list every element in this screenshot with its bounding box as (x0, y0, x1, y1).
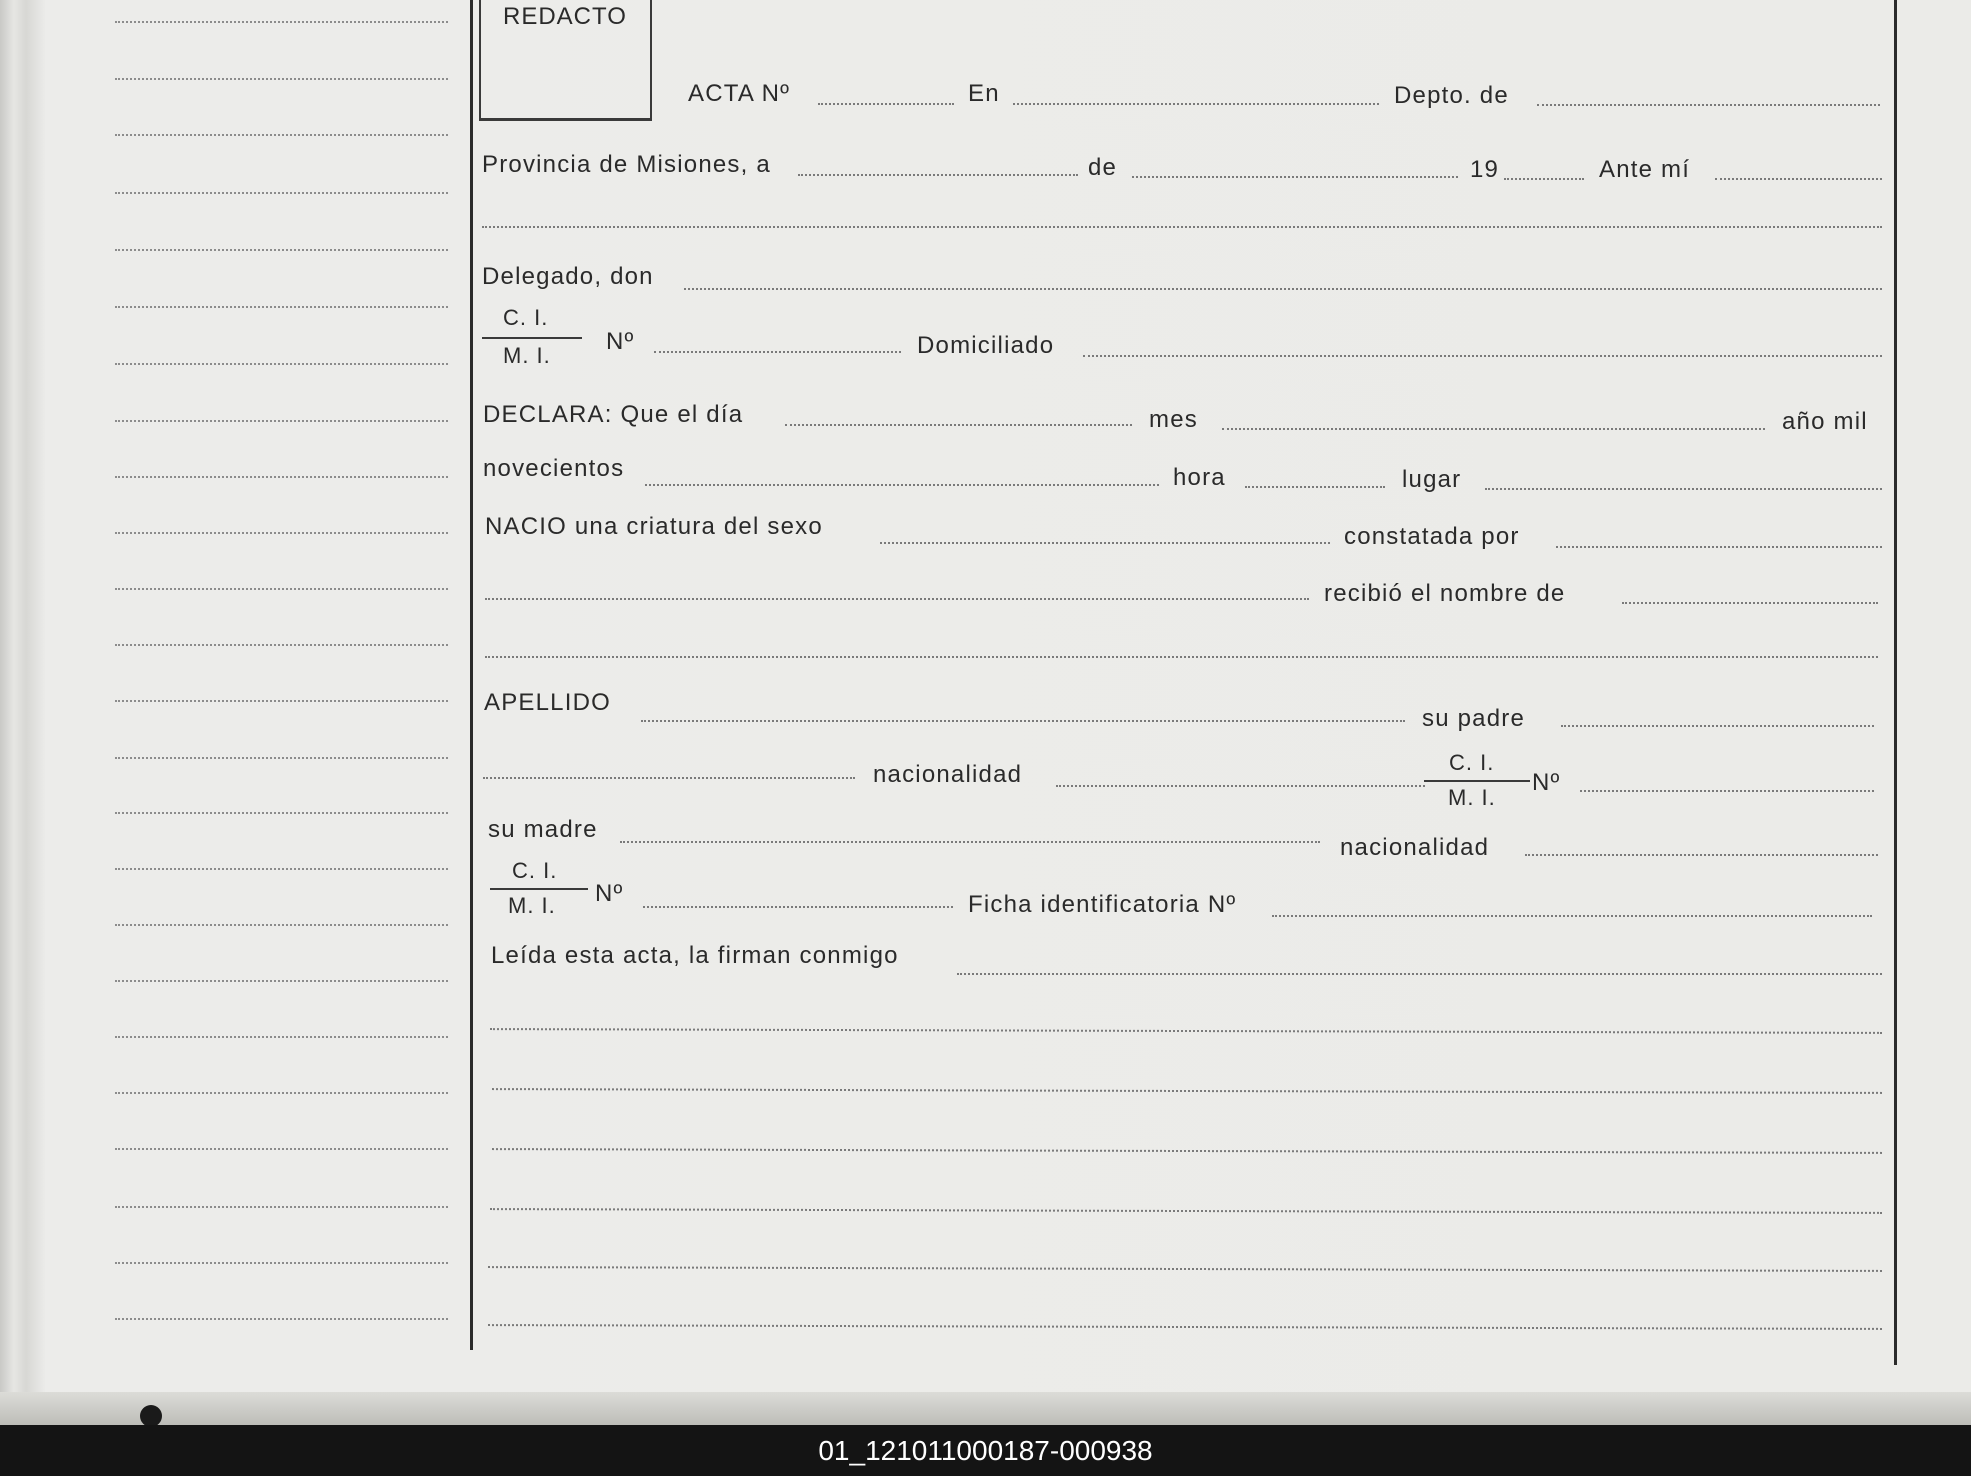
signature-line[interactable] (492, 1088, 1882, 1094)
stub-line (115, 476, 448, 478)
en-field[interactable] (1013, 103, 1379, 105)
delegado-field[interactable] (684, 288, 1882, 290)
novecientos-label: novecientos (483, 455, 625, 482)
recibio-nombre-label: recibió el nombre de (1324, 580, 1566, 607)
anio-mil-label: año mil (1782, 408, 1868, 435)
mi-label: M. I. (503, 343, 551, 368)
padre-numero-label: Nº (1532, 769, 1561, 796)
ficha-field[interactable] (1272, 915, 1872, 917)
stub-line (115, 1318, 448, 1320)
right-border-rule (1894, 0, 1897, 1365)
madre-ci-number-field[interactable] (643, 906, 953, 908)
padre-ci-number-field[interactable] (1580, 790, 1874, 792)
padre-nacionalidad-label: nacionalidad (873, 761, 1023, 788)
binding-mark (140, 1405, 162, 1425)
madre-nacionalidad-label: nacionalidad (1340, 834, 1490, 861)
signature-line[interactable] (488, 1324, 1882, 1330)
padre-ci-label: C. I. (1449, 750, 1495, 775)
acta-number-field[interactable] (818, 103, 954, 105)
stub-line (115, 192, 448, 194)
stub-line (115, 1206, 448, 1208)
month-field[interactable] (1132, 176, 1458, 178)
madre-mi-label: M. I. (508, 893, 556, 918)
stub-line (115, 924, 448, 926)
apellido-field[interactable] (641, 720, 1405, 722)
fraction-bar (490, 888, 588, 890)
madre-ci-label: C. I. (512, 858, 558, 883)
padre-continued-field[interactable] (483, 777, 855, 779)
ante-mi-field[interactable] (1715, 178, 1882, 180)
stub-line (115, 644, 448, 646)
ante-mi-label: Ante mí (1599, 156, 1691, 183)
constatada-label: constatada por (1344, 523, 1520, 550)
padre-field[interactable] (1561, 725, 1874, 727)
stub-line (115, 700, 448, 702)
provincia-day-field[interactable] (798, 174, 1078, 176)
stub-line (115, 812, 448, 814)
su-madre-label: su madre (488, 816, 598, 843)
madre-field[interactable] (620, 841, 1320, 843)
signature-line[interactable] (490, 1028, 1882, 1034)
su-padre-label: su padre (1422, 705, 1525, 732)
stub-line (115, 420, 448, 422)
firman-field[interactable] (957, 973, 1882, 975)
lugar-field[interactable] (1485, 488, 1882, 490)
stub-line (115, 363, 448, 365)
hora-field[interactable] (1245, 486, 1385, 488)
stub-line (115, 1148, 448, 1150)
novecientos-field[interactable] (645, 484, 1159, 486)
de-label: de (1088, 154, 1118, 181)
stub-line (115, 588, 448, 590)
stub-line (115, 1036, 448, 1038)
apellido-label: APELLIDO (484, 689, 611, 716)
stub-line (115, 306, 448, 308)
fraction-bar (482, 337, 582, 339)
hora-label: hora (1173, 464, 1226, 491)
stub-line (115, 134, 448, 136)
mes-label: mes (1149, 406, 1198, 433)
madre-nacionalidad-field[interactable] (1525, 854, 1878, 856)
en-label: En (968, 80, 1000, 107)
leida-label: Leída esta acta, la firman conmigo (491, 942, 899, 969)
constatada-field[interactable] (1556, 546, 1882, 548)
dia-field[interactable] (785, 424, 1132, 426)
lugar-label: lugar (1402, 466, 1462, 493)
declara-label: DECLARA: Que el día (483, 401, 744, 428)
stub-line (115, 1092, 448, 1094)
image-id-footer: 01_121011000187-000938 (0, 1425, 1971, 1476)
padre-mi-label: M. I. (1448, 785, 1496, 810)
stub-line (115, 980, 448, 982)
acta-number-label: ACTA Nº (688, 80, 791, 107)
padre-nacionalidad-field[interactable] (1056, 785, 1425, 787)
stub-line (115, 78, 448, 80)
blank-line[interactable] (482, 226, 1882, 228)
stub-line (115, 532, 448, 534)
year-field[interactable] (1504, 178, 1584, 180)
stub-line (115, 1262, 448, 1264)
page-edge (0, 1392, 1971, 1425)
redacto-label: REDACTO (503, 3, 627, 30)
stub-divider-rule (470, 0, 473, 1350)
year-prefix-label: 19 (1470, 156, 1500, 183)
fraction-bar (1424, 780, 1530, 782)
stub-line (115, 868, 448, 870)
ci-number-field[interactable] (654, 351, 901, 353)
mes-field[interactable] (1222, 428, 1765, 430)
signature-line[interactable] (490, 1208, 1882, 1214)
madre-numero-label: Nº (595, 880, 624, 907)
ci-label: C. I. (503, 305, 549, 330)
sexo-field[interactable] (880, 542, 1330, 544)
depto-field[interactable] (1537, 104, 1880, 106)
nombre-field[interactable] (1622, 602, 1878, 604)
nacio-label: NACIO una criatura del sexo (485, 513, 823, 540)
provincia-label: Provincia de Misiones, a (482, 151, 771, 178)
numero-label: Nº (606, 328, 635, 355)
ficha-label: Ficha identificatoria Nº (968, 891, 1237, 918)
blank-line[interactable] (485, 656, 1878, 658)
stub-line (115, 249, 448, 251)
stub-line (115, 21, 448, 23)
signature-line[interactable] (488, 1266, 1882, 1272)
delegado-label: Delegado, don (482, 263, 654, 290)
recibio-prefix-field[interactable] (485, 598, 1309, 600)
domiciliado-field[interactable] (1083, 355, 1882, 357)
depto-label: Depto. de (1394, 82, 1509, 109)
stub-line (115, 757, 448, 759)
signature-line[interactable] (492, 1148, 1882, 1154)
domiciliado-label: Domiciliado (917, 332, 1055, 359)
